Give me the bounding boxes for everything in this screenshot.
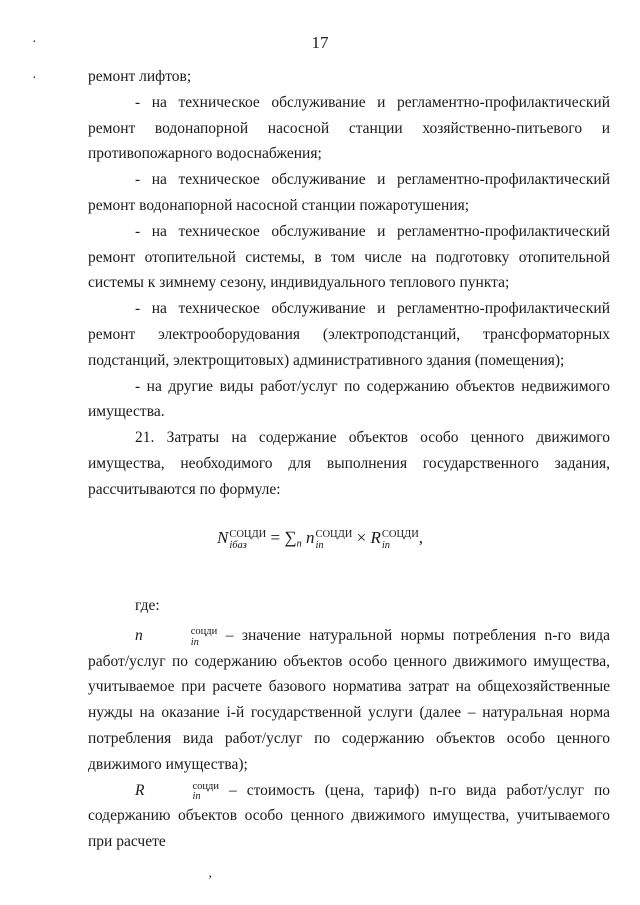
scan-mark-dot: · — [32, 71, 37, 86]
formula — [0, 528, 640, 551]
formula-n-sub: in — [315, 539, 324, 551]
formula-lhs-symbol: N — [216, 528, 229, 547]
def-r-indices — [145, 782, 219, 803]
paragraph: - на другие виды работ/услуг по содержанию объектов недвижимого имущества. — [88, 377, 610, 421]
formula-times: × — [356, 528, 367, 547]
paragraph: - на техническое обслуживание и регламентно-профилактический ремонт электрооборудования (электроподстанций, трансформаторных подстанций, электрощитовых) административного здания (помещения); — [88, 300, 610, 369]
formula-lhs-sup: СОЦДИ — [229, 529, 267, 541]
formula-r-symbol: R — [370, 528, 381, 547]
formula-equals: = — [270, 528, 281, 547]
formula-n-symbol: n — [305, 528, 315, 547]
scan-mark-dot: · — [32, 35, 37, 50]
paragraph: - на техническое обслуживание и регламентно-профилактический ремонт отопительной системы, в том числе на подготовку отопительной системы к зимнему сезону, индивидуального теплового пункта; — [88, 222, 610, 292]
scan-mark-tick: ‚ — [208, 865, 213, 880]
def-r-sup: соцди — [192, 780, 219, 792]
paragraph: - на техническое обслуживание и регламентно-профилактический ремонт водонапорной насосной станции пожаротушения; — [88, 171, 610, 214]
formula-n-indices — [315, 530, 352, 551]
definition-n — [88, 623, 610, 778]
paragraph: ремонт лифтов; — [88, 68, 192, 85]
definition-r — [88, 778, 610, 855]
def-r-sub: in — [192, 791, 201, 803]
definitions — [88, 593, 610, 855]
formula-r-sub: in — [381, 539, 391, 551]
def-r-text: – стоимость (цена, тариф) n-го вида работ/услуг по содержанию объектов особо ценного движимого имущества, учитываемого при расчете — [88, 781, 610, 851]
def-n-indices — [144, 627, 218, 648]
formula-sum-index: n — [296, 538, 302, 550]
def-n-text: – значение натуральной нормы потребления n-го вида работ/услуг по содержанию объектов особо ценного движимого имущества, учитываемое при расчете базового норматива затрат на общехозяйственные нужды на оказание i-й государственной услуги (далее – натуральная норма потребления вида работ/услуг по содержанию объектов особо ценного движимого имущества); — [88, 626, 610, 773]
page-number: 17 — [311, 33, 329, 52]
def-n-sup: соцди — [190, 626, 218, 638]
body-text — [88, 64, 610, 503]
formula-lhs-indices — [229, 530, 266, 551]
formula-lhs-sub: iбаз — [229, 539, 247, 551]
formula-r-indices — [382, 530, 419, 551]
where-label: где: — [135, 597, 160, 614]
formula-r-sup: СОЦДИ — [381, 529, 419, 541]
paragraph: 21. Затраты на содержание объектов особо ценного движимого имущества, необходимого для выполнения государственного задания, рассчитываются по формуле: — [88, 429, 610, 498]
formula-sum-symbol: ∑ — [284, 528, 297, 547]
formula-end: , — [418, 528, 424, 547]
paragraph: - на техническое обслуживание и регламентно-профилактический ремонт водонапорной насосной станции хозяйственно-питьевого и противопожарного водоснабжения; — [88, 93, 610, 163]
def-r-symbol: R — [135, 781, 145, 799]
def-n-sub: in — [190, 636, 199, 648]
def-n-symbol: n — [135, 626, 143, 644]
formula-n-sup: СОЦДИ — [315, 529, 353, 541]
